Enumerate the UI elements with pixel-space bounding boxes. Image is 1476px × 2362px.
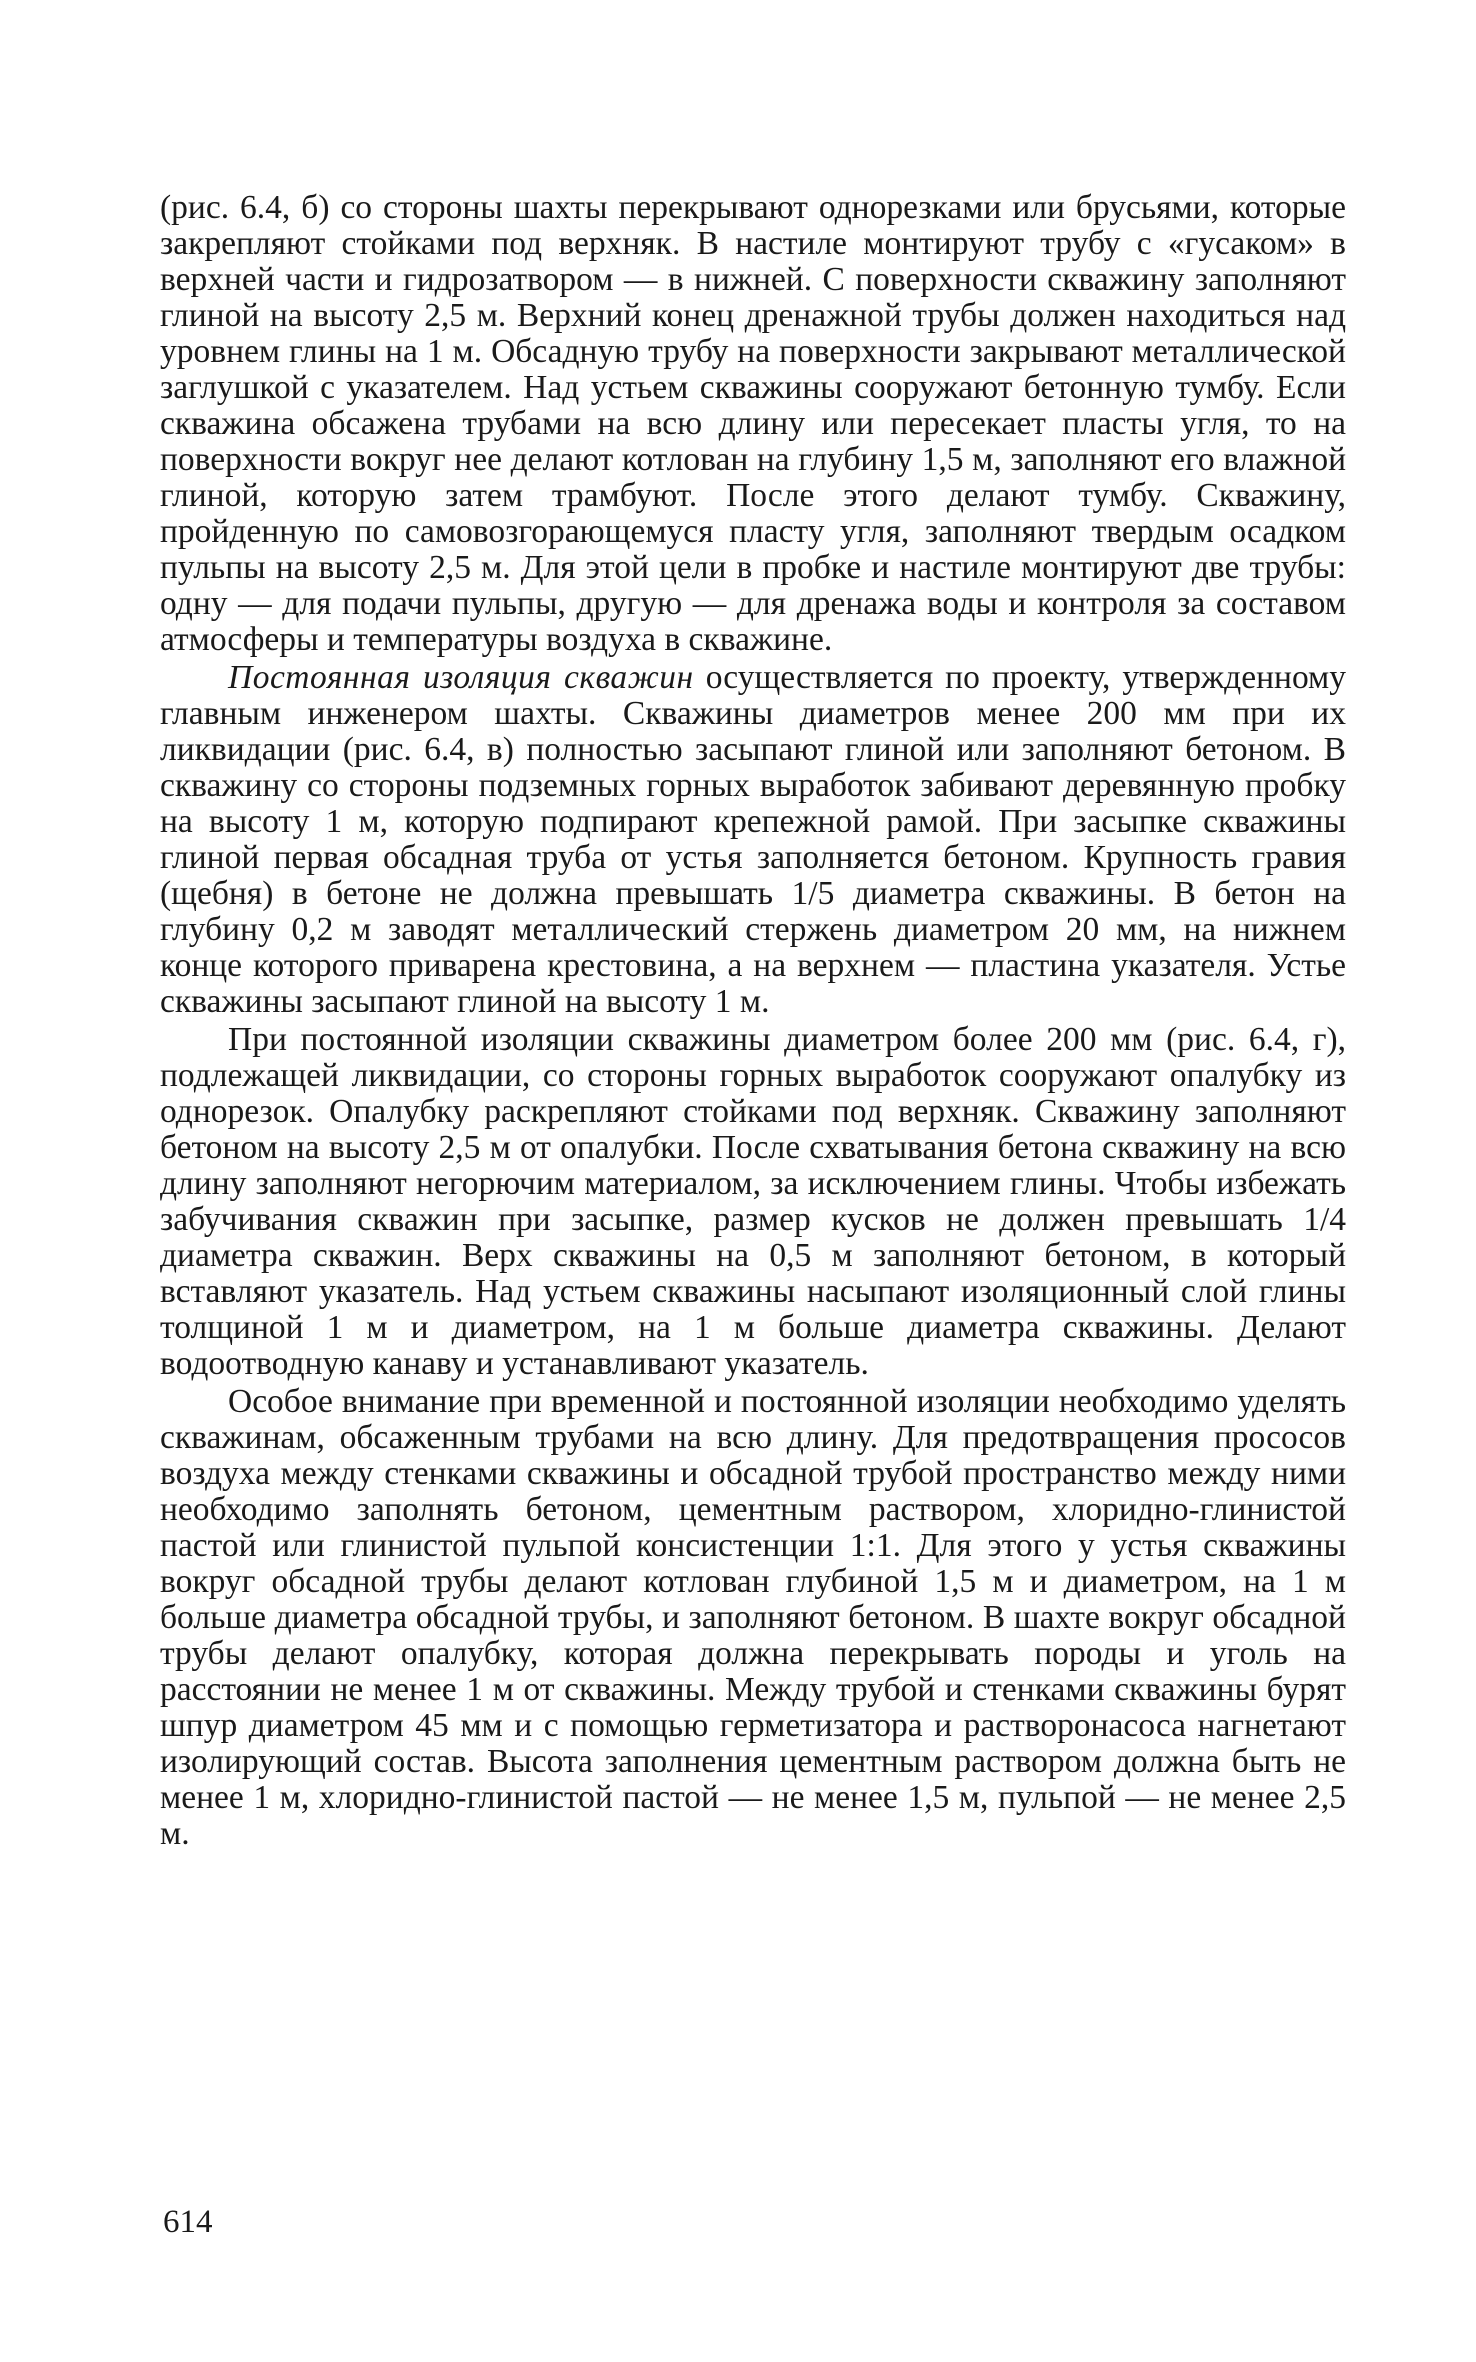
paragraph-1: (рис. 6.4, б) со стороны шахты перекрывают однорезками или брусьями, которые закрепляют стойками под верхняк. В настиле монтируют трубу с «гусаком» в верхней части и гидрозатвором — в нижней. С поверхности скважину заполняют глиной на высоту 2,5 м. Верхний конец дренажной трубы должен находиться над уровнем глины на 1 м. Обсадную трубу на поверхности закрывают металлической заглушкой с указателем. Над устьем скважины сооружают бетонную тумбу. Если скважина обсажена трубами на всю длину или пересекает пласты угля, то на поверхности вокруг нее делают котлован на глубину 1,5 м, заполняют его влажной глиной, которую затем трамбуют. После этого делают тумбу. Скважину, пройденную по самовозгорающемуся пласту угля, заполняют твердым осадком пульпы на высоту 2,5 м. Для этой цели в пробке и настиле монтируют две трубы: одну — для подачи пульпы, другую — для дренажа воды и контроля за составом атмосферы и температуры воздуха в скважине. bbox=[160, 189, 1346, 658]
page-body bbox=[160, 190, 1346, 1852]
paragraph-2-text: осуществляется по проекту, утвержденному главным инженером шахты. Скважины диаметров менее 200 мм при их ликвидации (рис. 6.4, в) полностью засыпают глиной или заполняют бетоном. В скважину со стороны подземных горных выработок забивают деревянную пробку на высоту 1 м, которую подпирают крепежной рамой. При засыпке скважины глиной первая обсадная труба от устья заполняется бетоном. Крупность гравия (щебня) в бетоне не должна превышать 1/5 диаметра скважины. В бетон на глубину 0,2 м заводят металлический стержень диаметром 20 мм, на нижнем конце которого приварена крестовина, а на верхнем — пластина указателя. Устье скважины засыпают глиной на высоту 1 м. bbox=[160, 659, 1347, 1020]
page-number: 614 bbox=[163, 2204, 213, 2240]
paragraph-2-heading: Постоянная изоляция скважин bbox=[228, 659, 694, 696]
paragraph-2 bbox=[160, 660, 1346, 1020]
paragraph-3: При постоянной изоляции скважины диаметром более 200 мм (рис. 6.4, г), подлежащей ликвидации, со стороны горных выработок сооружают опалубку из однорезок. Опалубку раскрепляют стойками под верхняк. Скважину заполняют бетоном на высоту 2,5 м от опалубки. После схватывания бетона скважину на всю длину заполняют негорючим материалом, за исключением глины. Чтобы избежать забучивания скважин при засыпке, размер кусков не должен превышать 1/4 диаметра скважин. Верх скважины на 0,5 м заполняют бетоном, в который вставляют указатель. Над устьем скважины насыпают изоляционный слой глины толщиной 1 м и диаметром, на 1 м больше диаметра скважины. Делают водоотводную канаву и устанавливают указатель. bbox=[160, 1021, 1346, 1382]
paragraph-4: Особое внимание при временной и постоянной изоляции необходимо уделять скважинам, обсаженным трубами на всю длину. Для предотвращения прососов воздуха между стенками скважины и обсадной трубой пространство между ними необходимо заполнять бетоном, цементным раствором, хлоридно-глинистой пастой или глинистой пульпой консистенции 1:1. Для этого у устья скважины вокруг обсадной трубы делают котлован глубиной 1,5 м и диаметром, на 1 м больше диаметра обсадной трубы, и заполняют бетоном. В шахте вокруг обсадной трубы делают опалубку, которая должна перекрывать породы и уголь на расстоянии не менее 1 м от скважины. Между трубой и стенками скважины бурят шпур диаметром 45 мм и с помощью герметизатора и растворонасоса нагнетают изолирующий состав. Высота заполнения цементным раствором должна быть не менее 1 м, хлоридно-глинистой пастой — не менее 1,5 м, пульпой — не менее 2,5 м. bbox=[160, 1383, 1346, 1852]
